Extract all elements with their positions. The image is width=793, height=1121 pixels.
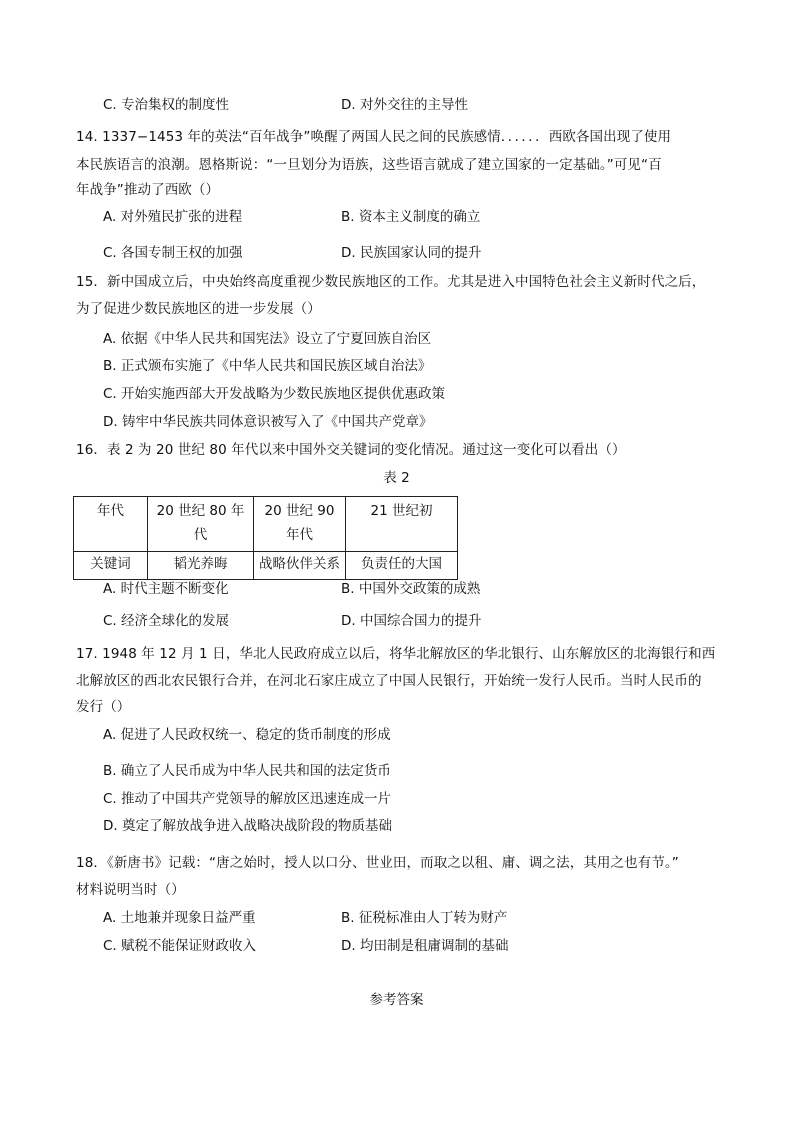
q18-option-d: D. 均田制是租庸调制的基础 [341,938,509,954]
table-cell: 20 世纪 80 年代 [148,497,254,552]
q17-option-c: C. 推动了中国共产党领导的解放区迅速连成一片 [103,791,392,807]
q13-option-d: D. 对外交往的主导性 [341,97,468,113]
q18-option-a: A. 土地兼并现象日益严重 [103,910,256,926]
q17-stem-line1: 17. 1948 年 12 月 1 日，华北人民政府成立以后，将华北解放区的华北银行、山东解放区的北海银行和西 [76,646,716,662]
table-row [74,497,458,552]
table-cell: 关键词 [74,552,148,580]
table-row [74,552,458,580]
q15-option-b: B. 正式颁布实施了《中华人民共和国民族区域自治法》 [103,358,432,374]
table-cell: 战略伙伴关系 [254,552,346,580]
q17-option-b: B. 确立了人民币成为中华人民共和国的法定货币 [103,763,391,779]
q14-stem-line1: 14. 1337−1453 年的英法“百年战争”唤醒了两国人民之间的民族感情．．．．．．西欧各国出现了使用 [76,129,672,145]
q16-stem-line1: 16．表 2 为 20 世纪 80 年代以来中国外交关键词的变化情况。通过这一变化可以看出（） [76,442,626,458]
q15-option-d: D. 铸牢中华民族共同体意识被写入了《中国共产党章》 [103,414,433,430]
table-cell: 年代 [74,497,148,552]
q18-stem-line2: 材料说明当时（） [76,882,185,898]
q16-option-c: C. 经济全球化的发展 [103,613,230,629]
q15-option-a: A. 依据《中华人民共和国宪法》设立了宁夏回族自治区 [103,331,432,347]
q14-option-b: B. 资本主义制度的确立 [341,209,481,225]
q18-stem-line1: 18．《新唐书》记载：“唐之始时，授人以口分、世业田，而取之以租、庸、调之法，其用之也有节。” [76,855,679,871]
table-cell: 韬光养晦 [148,552,254,580]
table-cell: 21 世纪初 [346,497,458,552]
keyword-table [73,496,458,580]
q17-option-d: D. 奠定了解放战争进入战略决战阶段的物质基础 [103,818,392,834]
q16-option-a: A. 时代主题不断变化 [103,581,229,597]
q16-option-d: D. 中国综合国力的提升 [341,613,482,629]
q18-option-b: B. 征税标准由人丁转为财产 [341,910,508,926]
table-caption: 表 2 [383,470,410,486]
table-cell: 负责任的大国 [346,552,458,580]
q15-stem-line1: 15．新中国成立后，中央始终高度重视少数民族地区的工作。尤其是进入中国特色社会主义新时代之后， [76,274,706,290]
q17-option-a: A. 促进了人民政权统一、稳定的货币制度的形成 [103,727,391,743]
table-cell: 20 世纪 90 年代 [254,497,346,552]
q14-option-c: C. 各国专制王权的加强 [103,245,243,261]
q14-option-a: A. 对外殖民扩张的进程 [103,209,243,225]
q14-stem-line2: 本民族语言的浪潮。恩格斯说：“一旦划分为语族，这些语言就成了建立国家的一定基础。”可见“百 [76,157,662,173]
q18-option-c: C. 赋税不能保证财政收入 [103,938,257,954]
q13-option-c: C. 专治集权的制度性 [103,97,230,113]
q16-option-b: B. 中国外交政策的成熟 [341,581,481,597]
q15-option-c: C. 开始实施西部大开发战略为少数民族地区提供优惠政策 [103,386,446,402]
answer-heading: 参考答案 [369,992,424,1008]
q14-option-d: D. 民族国家认同的提升 [341,245,482,261]
q15-stem-line2: 为了促进少数民族地区的进一步发展（） [76,301,321,317]
q17-stem-line2: 北解放区的西北农民银行合并，在河北石家庄成立了中国人民银行，开始统一发行人民币。当时人民币的 [76,673,702,689]
q14-stem-line3: 年战争”推动了西欧（） [76,182,220,198]
q17-stem-line3: 发行（） [76,699,131,715]
